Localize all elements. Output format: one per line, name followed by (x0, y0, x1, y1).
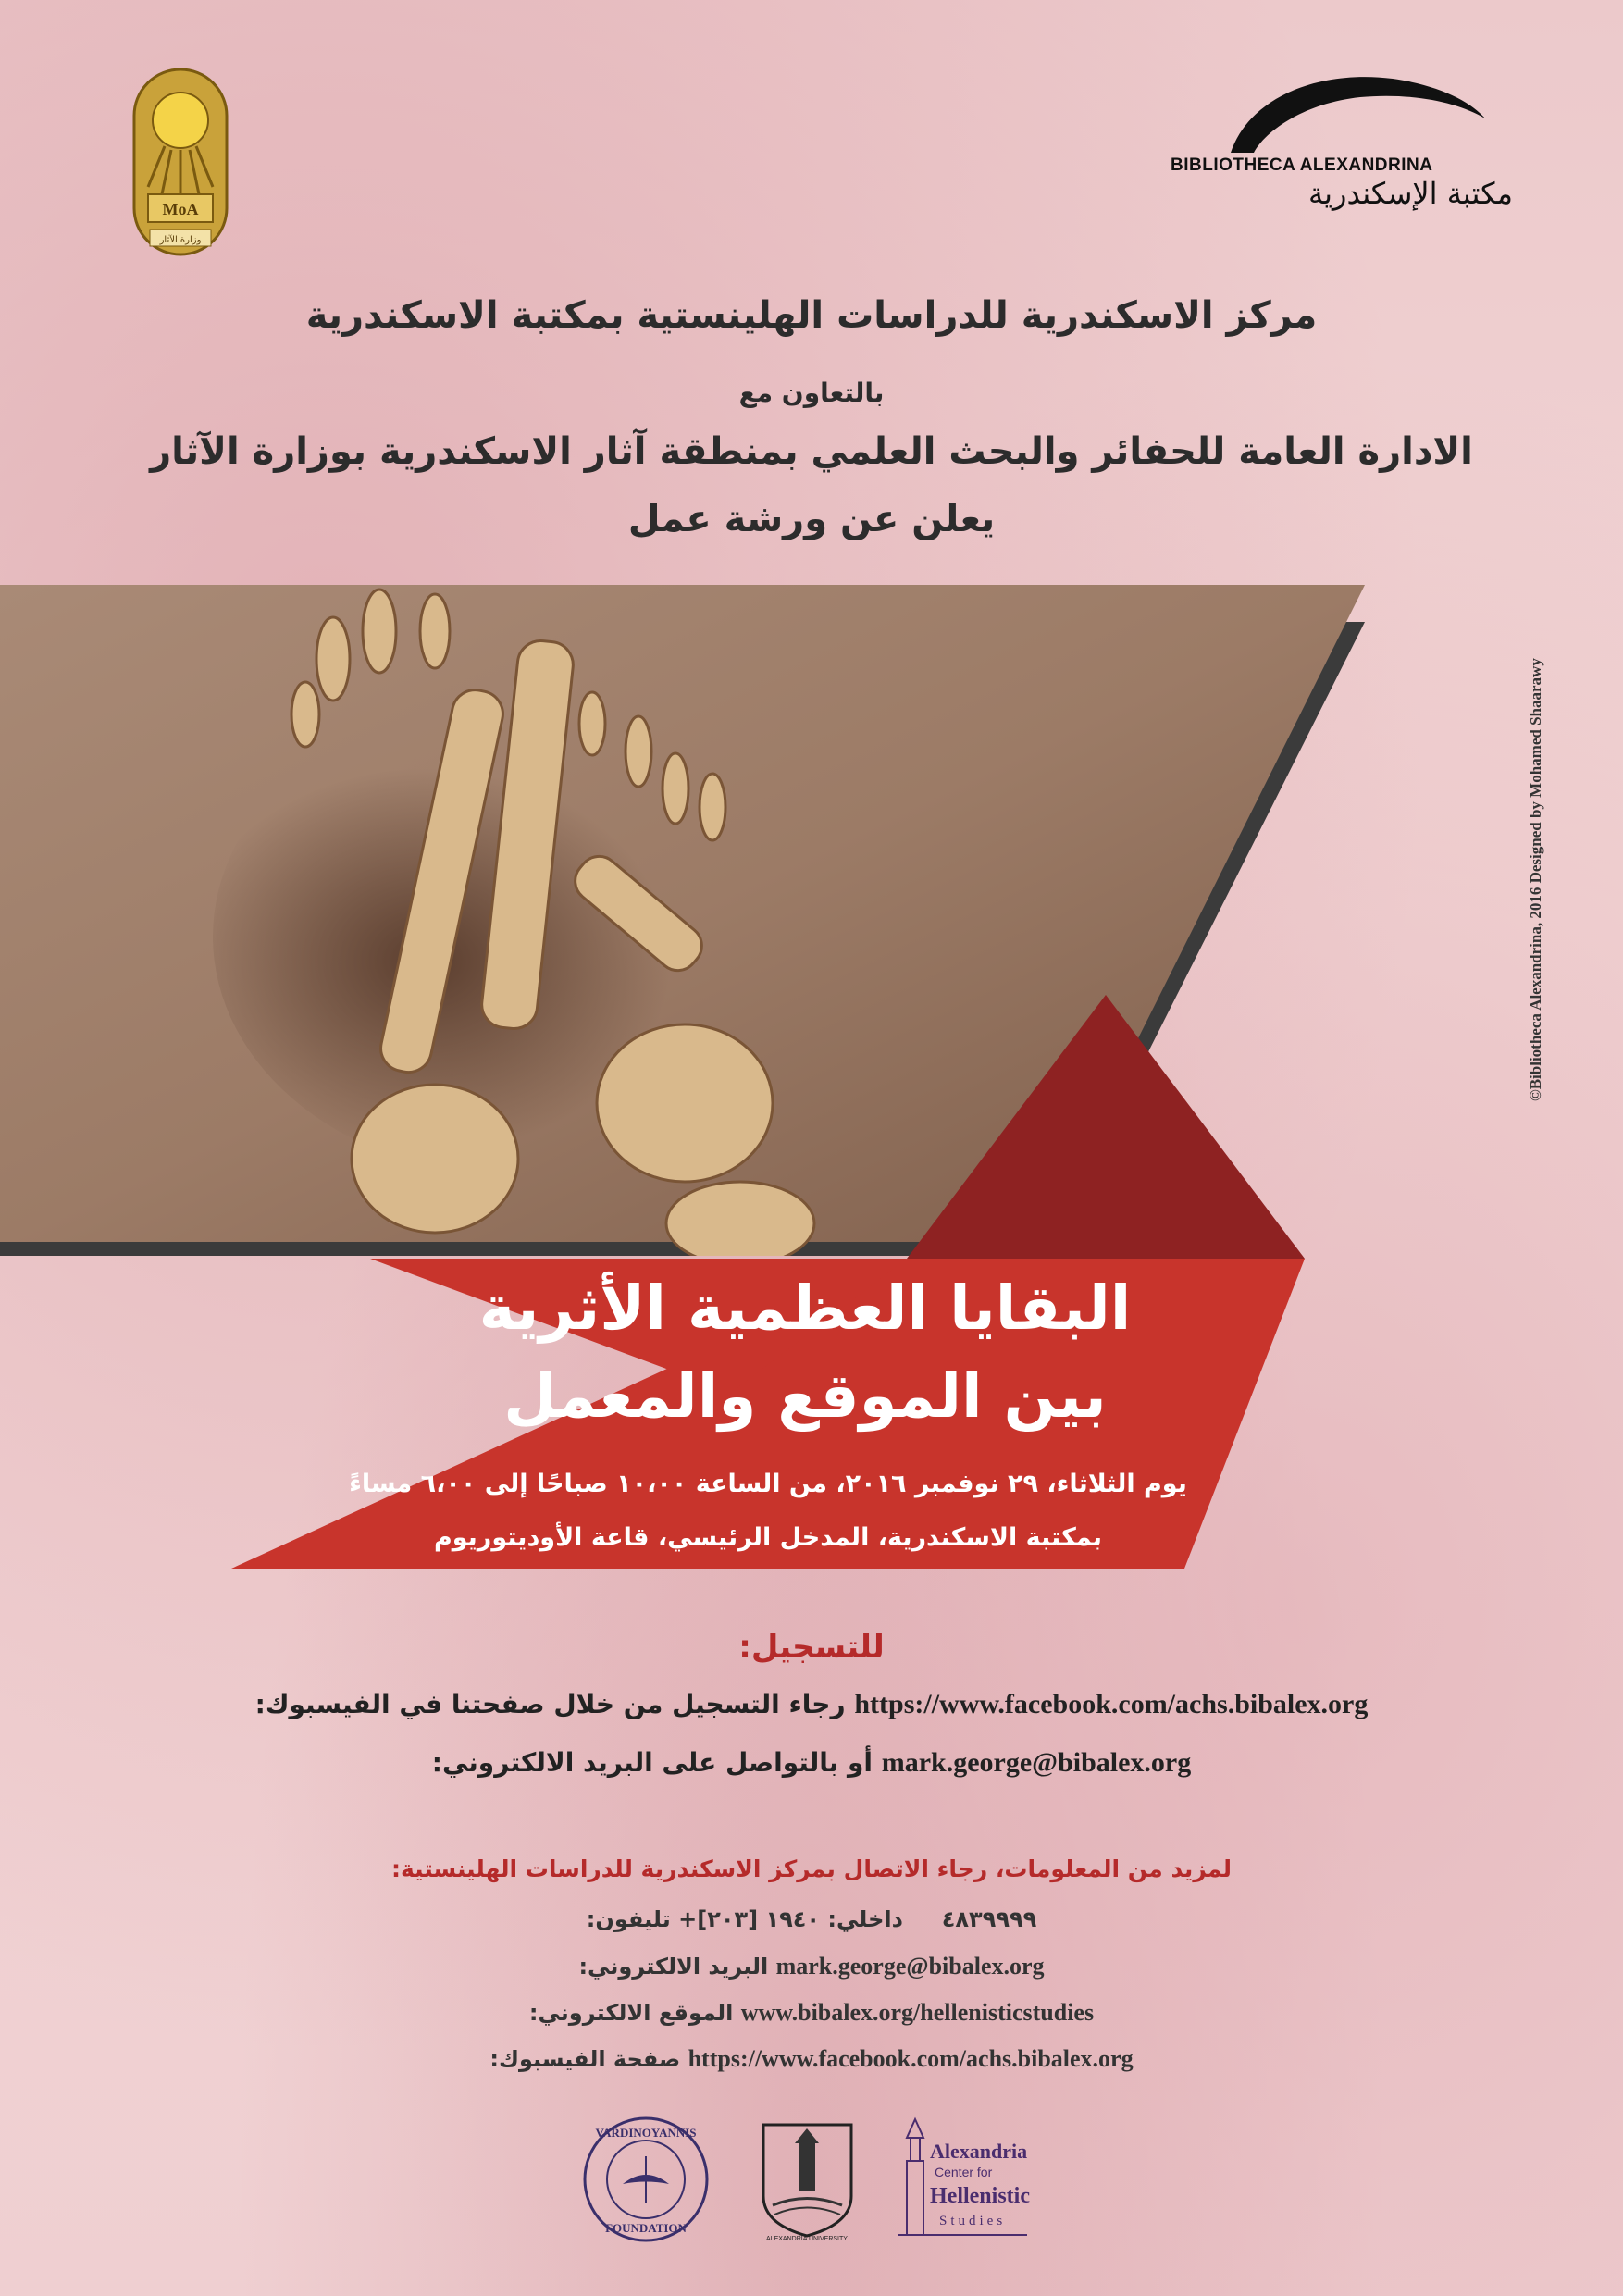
partner-department: الادارة العامة للحفائر والبحث العلمي بمنطقة آثار الاسكندرية بوزارة الآثار (150, 430, 1473, 473)
registration-email-label: أو بالتواصل على البريد الالكتروني: (431, 1747, 873, 1778)
extension-number: ١٩٤٠ (765, 1906, 821, 1932)
registration-facebook-link[interactable]: https://www.facebook.com/achs.bibalex.org (854, 1689, 1369, 1719)
vardinoyannis-foundation-logo (581, 2115, 711, 2244)
achs-line-2: Center for (935, 2165, 993, 2179)
contact-facebook-label: صفحة الفيسبوك: (489, 2046, 681, 2072)
alexandria-university-logo (754, 2117, 861, 2242)
vardinoyannis-bottom-text: FOUNDATION (605, 2221, 687, 2235)
ba-arabic-name: مكتبة الإسكندرية (1307, 176, 1513, 211)
registration-email (0, 1747, 1623, 1779)
contact-facebook (0, 2045, 1623, 2073)
event-date: يوم الثلاثاء، ٢٩ نوفمبر ٢٠١٦، من الساعة ١٠،٠٠ صباحًا إلى ٦،٠٠ مساءً (349, 1470, 1187, 1498)
contact-email-link[interactable]: mark.george@bibalex.org (775, 1953, 1045, 1980)
moa-text: MoA (162, 200, 199, 218)
phone-label: تليفون: (586, 1906, 671, 1932)
registration-heading: للتسجيل: (738, 1629, 885, 1666)
achs-line-3: Hellenistic (930, 2184, 1030, 2208)
contact-website-link[interactable]: www.bibalex.org/hellenisticstudies (740, 1999, 1095, 2026)
registration-facebook-label: رجاء التسجيل من خلال صفحتنا في الفيسبوك: (254, 1689, 846, 1719)
achs-line-1: Alexandria (930, 2140, 1028, 2163)
extension-label: داخلي: (827, 1906, 903, 1932)
contact-website-label: الموقع الالكتروني: (528, 2000, 734, 2026)
contact-facebook-link[interactable]: https://www.facebook.com/achs.bibalex.org (688, 2045, 1134, 2072)
contact-website (0, 1999, 1623, 2027)
contact-email (0, 1953, 1623, 1980)
alexandria-university-text: ALEXANDRIA UNIVERSITY (766, 2236, 848, 2242)
announcement-text: يعلن عن ورشة عمل (627, 498, 996, 540)
phone-number: +[٢٠٣] ٤٨٣٩٩٩٩ (678, 1906, 1037, 1932)
ministry-of-antiquities-logo (130, 65, 231, 259)
contact-heading: لمزيد من المعلومات، رجاء الاتصال بمركز الاسكندرية للدراسات الهلينستية: (390, 1855, 1233, 1882)
ba-english-name: BIBLIOTHECA ALEXANDRINA (1171, 155, 1433, 175)
design-credit: ©Bibliotheca Alexandrina, 2016 Designed by Mohamed Shaarawy (1527, 658, 1544, 1101)
organizer-title: مركز الاسكندرية للدراسات الهلينستية بمكتبة الاسكندرية (305, 294, 1318, 337)
bibliotheca-alexandrina-logo (1161, 65, 1531, 213)
cooperation-text: بالتعاون مع (738, 378, 885, 408)
registration-email-link[interactable]: mark.george@bibalex.org (881, 1747, 1192, 1778)
contact-email-label: البريد الالكتروني: (578, 1954, 769, 1980)
achs-line-4: Studies (939, 2214, 1007, 2228)
workshop-title-line-2: بين الموقع والمعمل (503, 1360, 1107, 1432)
workshop-title-line-1: البقايا العظمية الأثرية (478, 1272, 1132, 1344)
vardinoyannis-top-text: VARDINOYANNIS (595, 2126, 697, 2140)
registration-facebook (0, 1689, 1623, 1720)
contact-phone (0, 1906, 1623, 1932)
moa-arabic-text: وزارة الآثار (159, 235, 202, 245)
event-venue: بمكتبة الاسكندرية، المدخل الرئيسي، قاعة الأوديتوريوم (433, 1523, 1103, 1552)
alexandria-center-hellenistic-studies-logo (888, 2110, 1036, 2249)
